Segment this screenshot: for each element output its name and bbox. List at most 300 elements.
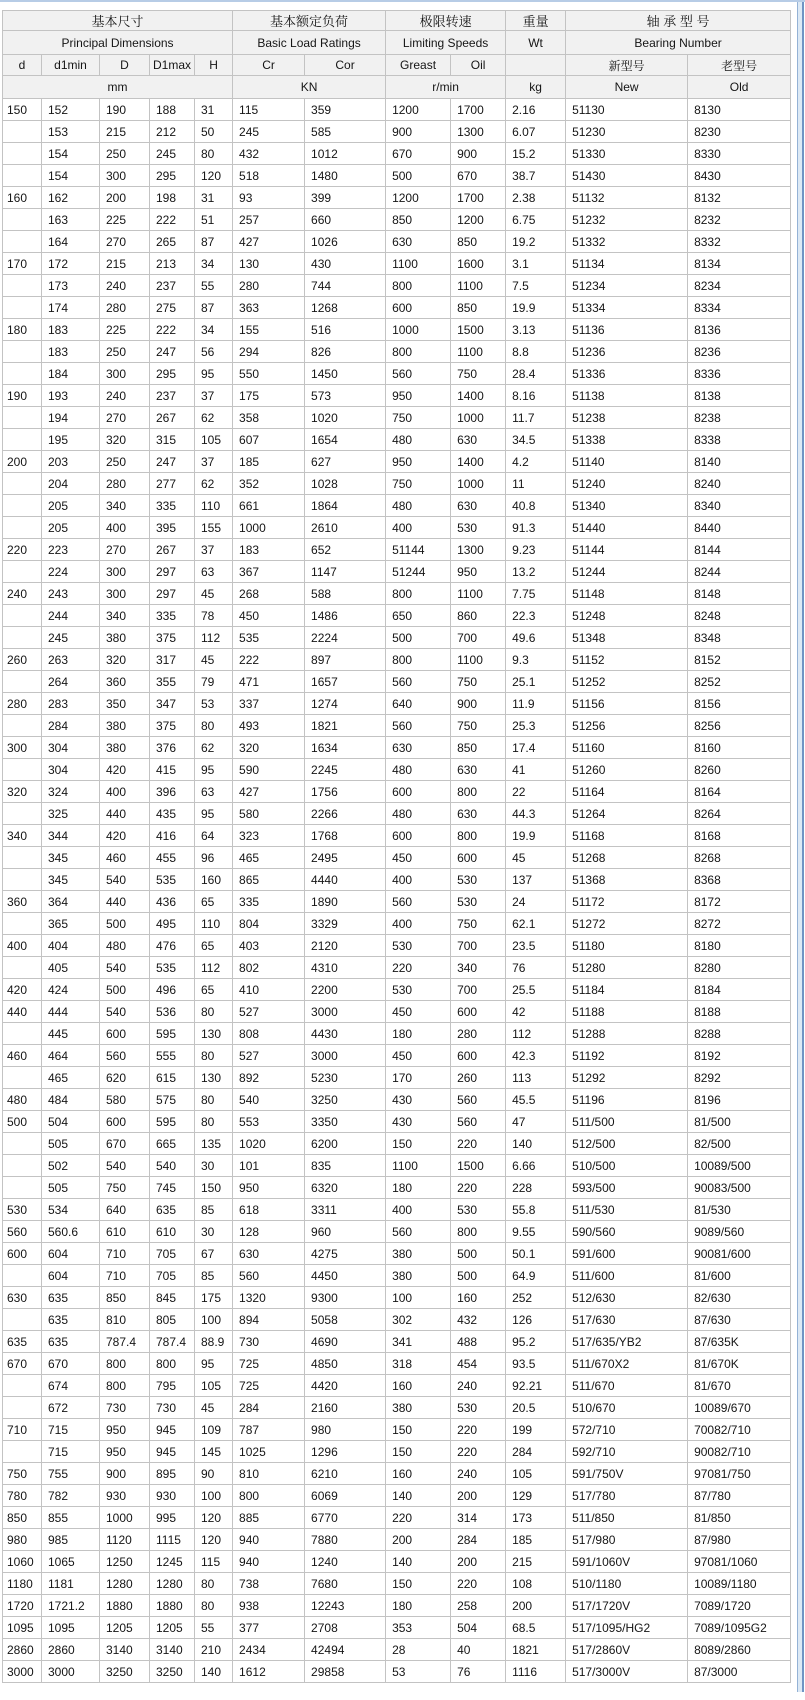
table-row — [3, 209, 791, 231]
cell-d1min: 465 — [42, 1067, 100, 1089]
cell-H: 120 — [195, 1529, 233, 1551]
cell-H: 45 — [195, 1397, 233, 1419]
cell-D1max: 355 — [150, 671, 195, 693]
header-speed-en: Limiting Speeds — [386, 31, 506, 55]
cell-Cor: 1821 — [305, 715, 386, 737]
cell-new-model: 51188 — [566, 1001, 688, 1023]
cell-D: 380 — [100, 627, 150, 649]
cell-D1max: 995 — [150, 1507, 195, 1529]
cell-d — [3, 913, 42, 935]
cell-Greast: 150 — [386, 1419, 451, 1441]
cell-old-model: 81/670 — [688, 1375, 791, 1397]
cell-Cor: 2120 — [305, 935, 386, 957]
cell-d: 480 — [3, 1089, 42, 1111]
cell-d: 180 — [3, 319, 42, 341]
cell-D: 640 — [100, 1199, 150, 1221]
cell-kg: 91.3 — [506, 517, 566, 539]
cell-new-model: 51180 — [566, 935, 688, 957]
cell-old-model: 70082/710 — [688, 1419, 791, 1441]
table-row — [3, 737, 791, 759]
cell-d — [3, 1023, 42, 1045]
cell-Cor: 744 — [305, 275, 386, 297]
cell-Cr: 1612 — [233, 1661, 305, 1683]
cell-d — [3, 121, 42, 143]
table-row — [3, 869, 791, 891]
cell-D: 540 — [100, 957, 150, 979]
cell-Oil: 240 — [451, 1375, 506, 1397]
cell-d — [3, 165, 42, 187]
cell-d: 190 — [3, 385, 42, 407]
cell-Greast: 500 — [386, 627, 451, 649]
cell-H: 63 — [195, 561, 233, 583]
cell-d1min: 263 — [42, 649, 100, 671]
cell-new-model: 51134 — [566, 253, 688, 275]
cell-Cor: 6210 — [305, 1463, 386, 1485]
cell-d1min: 502 — [42, 1155, 100, 1177]
col-header-d: d — [3, 55, 42, 76]
cell-H: 112 — [195, 957, 233, 979]
cell-Cor: 652 — [305, 539, 386, 561]
cell-d1min: 674 — [42, 1375, 100, 1397]
cell-D1max: 315 — [150, 429, 195, 451]
cell-H: 87 — [195, 231, 233, 253]
cell-kg: 19.9 — [506, 297, 566, 319]
cell-D1max: 297 — [150, 583, 195, 605]
cell-Cr: 580 — [233, 803, 305, 825]
cell-H: 100 — [195, 1309, 233, 1331]
cell-old-model: 8136 — [688, 319, 791, 341]
cell-old-model: 81/670K — [688, 1353, 791, 1375]
cell-Oil: 1200 — [451, 209, 506, 231]
cell-H: 56 — [195, 341, 233, 363]
cell-H: 62 — [195, 407, 233, 429]
cell-kg: 28.4 — [506, 363, 566, 385]
cell-D: 460 — [100, 847, 150, 869]
table-row — [3, 1023, 791, 1045]
cell-Greast: 341 — [386, 1331, 451, 1353]
cell-Oil: 800 — [451, 1221, 506, 1243]
table-header — [3, 11, 791, 99]
cell-Cr: 432 — [233, 143, 305, 165]
table-row — [3, 1573, 791, 1595]
cell-d: 600 — [3, 1243, 42, 1265]
cell-D: 710 — [100, 1265, 150, 1287]
col-header-H: H — [195, 55, 233, 76]
cell-new-model: 590/560 — [566, 1221, 688, 1243]
cell-kg: 92.21 — [506, 1375, 566, 1397]
cell-H: 62 — [195, 737, 233, 759]
cell-old-model: 82/500 — [688, 1133, 791, 1155]
cell-Cor: 573 — [305, 385, 386, 407]
cell-Oil: 1700 — [451, 187, 506, 209]
cell-Greast: 450 — [386, 1001, 451, 1023]
col-header-cor: Cor — [305, 55, 386, 76]
cell-new-model: 51244 — [566, 561, 688, 583]
cell-Oil: 1000 — [451, 407, 506, 429]
cell-H: 37 — [195, 539, 233, 561]
table-row — [3, 539, 791, 561]
cell-Cor: 4420 — [305, 1375, 386, 1397]
cell-d1min: 204 — [42, 473, 100, 495]
cell-new-model: 51238 — [566, 407, 688, 429]
cell-D1max: 297 — [150, 561, 195, 583]
cell-Greast: 560 — [386, 671, 451, 693]
cell-new-model: 51232 — [566, 209, 688, 231]
cell-Oil: 1500 — [451, 1155, 506, 1177]
cell-d1min: 405 — [42, 957, 100, 979]
cell-new-model: 51340 — [566, 495, 688, 517]
cell-Oil: 500 — [451, 1265, 506, 1287]
cell-H: 88.9 — [195, 1331, 233, 1353]
cell-d — [3, 495, 42, 517]
cell-D: 360 — [100, 671, 150, 693]
cell-d — [3, 517, 42, 539]
table-row — [3, 1419, 791, 1441]
cell-Oil: 900 — [451, 693, 506, 715]
cell-new-model: 517/1720V — [566, 1595, 688, 1617]
cell-new-model: 510/500 — [566, 1155, 688, 1177]
scrollbar-edge[interactable] — [797, 2, 804, 1692]
col-header-new: 新型号 — [566, 55, 688, 76]
cell-new-model: 517/780 — [566, 1485, 688, 1507]
cell-old-model: 8340 — [688, 495, 791, 517]
cell-Greast: 650 — [386, 605, 451, 627]
cell-old-model: 8192 — [688, 1045, 791, 1067]
cell-new-model: 517/635/YB2 — [566, 1331, 688, 1353]
cell-H: 34 — [195, 253, 233, 275]
cell-Cor: 960 — [305, 1221, 386, 1243]
cell-d — [3, 605, 42, 627]
cell-old-model: 8132 — [688, 187, 791, 209]
cell-D1max: 1280 — [150, 1573, 195, 1595]
cell-Cr: 553 — [233, 1111, 305, 1133]
cell-new-model: 517/2860V — [566, 1639, 688, 1661]
cell-H: 145 — [195, 1441, 233, 1463]
cell-Cor: 2495 — [305, 847, 386, 869]
col-header-D: D — [100, 55, 150, 76]
cell-Greast: 400 — [386, 869, 451, 891]
cell-new-model: 51248 — [566, 605, 688, 627]
cell-D: 270 — [100, 407, 150, 429]
cell-D1max: 237 — [150, 385, 195, 407]
table-row — [3, 1111, 791, 1133]
cell-D: 670 — [100, 1133, 150, 1155]
cell-d: 1095 — [3, 1617, 42, 1639]
cell-old-model: 8440 — [688, 517, 791, 539]
cell-kg: 49.6 — [506, 627, 566, 649]
cell-d — [3, 1177, 42, 1199]
cell-d1min: 1721.2 — [42, 1595, 100, 1617]
cell-d: 1060 — [3, 1551, 42, 1573]
cell-D1max: 555 — [150, 1045, 195, 1067]
cell-d1min: 193 — [42, 385, 100, 407]
cell-H: 109 — [195, 1419, 233, 1441]
cell-kg: 3.1 — [506, 253, 566, 275]
table-row — [3, 605, 791, 627]
cell-Greast: 170 — [386, 1067, 451, 1089]
cell-H: 85 — [195, 1265, 233, 1287]
header-wt-en: Wt — [506, 31, 566, 55]
cell-Greast: 1200 — [386, 187, 451, 209]
cell-Cr: 2434 — [233, 1639, 305, 1661]
cell-Oil: 1400 — [451, 451, 506, 473]
cell-d — [3, 143, 42, 165]
cell-H: 65 — [195, 979, 233, 1001]
cell-Cr: 320 — [233, 737, 305, 759]
cell-Oil: 432 — [451, 1309, 506, 1331]
cell-kg: 6.66 — [506, 1155, 566, 1177]
cell-Oil: 258 — [451, 1595, 506, 1617]
cell-H: 64 — [195, 825, 233, 847]
cell-kg: 47 — [506, 1111, 566, 1133]
cell-Cor: 5058 — [305, 1309, 386, 1331]
cell-Oil: 1600 — [451, 253, 506, 275]
cell-D: 620 — [100, 1067, 150, 1089]
cell-d1min: 163 — [42, 209, 100, 231]
cell-new-model: 51160 — [566, 737, 688, 759]
cell-kg: 38.7 — [506, 165, 566, 187]
cell-Oil: 76 — [451, 1661, 506, 1683]
cell-D1max: 945 — [150, 1441, 195, 1463]
cell-Cor: 1020 — [305, 407, 386, 429]
cell-D1max: 415 — [150, 759, 195, 781]
cell-d1min: 345 — [42, 847, 100, 869]
cell-d1min: 194 — [42, 407, 100, 429]
cell-d1min: 604 — [42, 1243, 100, 1265]
cell-H: 120 — [195, 165, 233, 187]
cell-D1max: 1880 — [150, 1595, 195, 1617]
cell-d1min: 325 — [42, 803, 100, 825]
cell-d1min: 154 — [42, 165, 100, 187]
cell-old-model: 7089/1095G2 — [688, 1617, 791, 1639]
cell-Cr: 527 — [233, 1001, 305, 1023]
cell-H: 150 — [195, 1177, 233, 1199]
cell-Cr: 115 — [233, 99, 305, 121]
cell-d — [3, 1441, 42, 1463]
cell-old-model: 97081/750 — [688, 1463, 791, 1485]
table-row — [3, 99, 791, 121]
cell-H: 85 — [195, 1199, 233, 1221]
cell-d — [3, 671, 42, 693]
cell-Oil: 630 — [451, 759, 506, 781]
unit-rmin: r/min — [386, 76, 506, 99]
cell-H: 105 — [195, 1375, 233, 1397]
table-row — [3, 1265, 791, 1287]
cell-H: 87 — [195, 297, 233, 319]
cell-new-model: 511/670X2 — [566, 1353, 688, 1375]
cell-Cor: 1012 — [305, 143, 386, 165]
cell-Cor: 1486 — [305, 605, 386, 627]
table-row — [3, 1045, 791, 1067]
cell-D: 810 — [100, 1309, 150, 1331]
cell-D1max: 945 — [150, 1419, 195, 1441]
header-row-en — [3, 31, 791, 55]
cell-Cor: 3311 — [305, 1199, 386, 1221]
cell-Cor: 1268 — [305, 297, 386, 319]
cell-Greast: 530 — [386, 935, 451, 957]
cell-kg: 25.5 — [506, 979, 566, 1001]
cell-new-model: 51368 — [566, 869, 688, 891]
cell-Oil: 750 — [451, 363, 506, 385]
cell-D1max: 295 — [150, 165, 195, 187]
cell-kg: 8.8 — [506, 341, 566, 363]
cell-Greast: 480 — [386, 803, 451, 825]
table-row — [3, 1309, 791, 1331]
cell-d1min: 670 — [42, 1353, 100, 1375]
cell-D: 710 — [100, 1243, 150, 1265]
cell-kg: 9.23 — [506, 539, 566, 561]
cell-Greast: 630 — [386, 231, 451, 253]
cell-Cr: 465 — [233, 847, 305, 869]
cell-Cor: 1147 — [305, 561, 386, 583]
cell-kg: 24 — [506, 891, 566, 913]
cell-Cr: 280 — [233, 275, 305, 297]
cell-D: 350 — [100, 693, 150, 715]
cell-D: 400 — [100, 781, 150, 803]
cell-d1min: 505 — [42, 1133, 100, 1155]
cell-new-model: 592/710 — [566, 1441, 688, 1463]
cell-d — [3, 473, 42, 495]
cell-Oil: 280 — [451, 1023, 506, 1045]
cell-Oil: 800 — [451, 781, 506, 803]
cell-d: 560 — [3, 1221, 42, 1243]
cell-d: 240 — [3, 583, 42, 605]
cell-new-model: 51230 — [566, 121, 688, 143]
cell-Cr: 802 — [233, 957, 305, 979]
cell-d1min: 304 — [42, 759, 100, 781]
cell-Oil: 630 — [451, 495, 506, 517]
cell-d: 200 — [3, 451, 42, 473]
cell-kg: 50.1 — [506, 1243, 566, 1265]
cell-old-model: 8330 — [688, 143, 791, 165]
cell-old-model: 8152 — [688, 649, 791, 671]
cell-old-model: 81/850 — [688, 1507, 791, 1529]
cell-Oil: 488 — [451, 1331, 506, 1353]
cell-kg: 6.07 — [506, 121, 566, 143]
cell-D1max: 265 — [150, 231, 195, 253]
cell-kg: 2.16 — [506, 99, 566, 121]
header-wt-zh: 重量 — [506, 11, 566, 31]
col-header-cr: Cr — [233, 55, 305, 76]
cell-d — [3, 1067, 42, 1089]
cell-Greast: 1200 — [386, 99, 451, 121]
cell-new-model: 51148 — [566, 583, 688, 605]
cell-Cor: 1768 — [305, 825, 386, 847]
cell-d: 980 — [3, 1529, 42, 1551]
cell-D: 250 — [100, 451, 150, 473]
cell-new-model: 51332 — [566, 231, 688, 253]
cell-old-model: 8144 — [688, 539, 791, 561]
cell-d1min: 560.6 — [42, 1221, 100, 1243]
cell-Oil: 260 — [451, 1067, 506, 1089]
cell-D1max: 198 — [150, 187, 195, 209]
cell-kg: 62.1 — [506, 913, 566, 935]
cell-Cr: 894 — [233, 1309, 305, 1331]
cell-new-model: 51172 — [566, 891, 688, 913]
cell-d: 750 — [3, 1463, 42, 1485]
cell-d1min: 604 — [42, 1265, 100, 1287]
header-dims-zh: 基本尺寸 — [3, 11, 233, 31]
cell-Cr: 804 — [233, 913, 305, 935]
cell-d1min: 203 — [42, 451, 100, 473]
cell-old-model: 9089/560 — [688, 1221, 791, 1243]
table-row — [3, 1133, 791, 1155]
cell-H: 80 — [195, 1573, 233, 1595]
cell-H: 65 — [195, 935, 233, 957]
table-row — [3, 1353, 791, 1375]
cell-new-model: 51156 — [566, 693, 688, 715]
cell-kg: 129 — [506, 1485, 566, 1507]
cell-d: 780 — [3, 1485, 42, 1507]
cell-D: 1000 — [100, 1507, 150, 1529]
cell-Cor: 980 — [305, 1419, 386, 1441]
cell-Cr: 358 — [233, 407, 305, 429]
table-row — [3, 363, 791, 385]
cell-D1max: 3140 — [150, 1639, 195, 1661]
cell-d1min: 424 — [42, 979, 100, 1001]
cell-Cr: 93 — [233, 187, 305, 209]
table-row — [3, 187, 791, 209]
cell-Cr: 323 — [233, 825, 305, 847]
cell-D1max: 665 — [150, 1133, 195, 1155]
cell-new-model: 51144 — [566, 539, 688, 561]
cell-d — [3, 869, 42, 891]
cell-D1max: 188 — [150, 99, 195, 121]
cell-new-model: 51236 — [566, 341, 688, 363]
cell-Greast: 180 — [386, 1177, 451, 1199]
cell-new-model: 51132 — [566, 187, 688, 209]
cell-d1min: 345 — [42, 869, 100, 891]
table-row — [3, 957, 791, 979]
cell-old-model: 8332 — [688, 231, 791, 253]
table-row — [3, 715, 791, 737]
cell-Greast: 140 — [386, 1551, 451, 1573]
cell-D: 540 — [100, 869, 150, 891]
cell-d — [3, 627, 42, 649]
unit-old: Old — [688, 76, 791, 99]
cell-d — [3, 1155, 42, 1177]
cell-d — [3, 1265, 42, 1287]
cell-new-model: 591/750V — [566, 1463, 688, 1485]
cell-d — [3, 275, 42, 297]
cell-d1min: 154 — [42, 143, 100, 165]
cell-D1max: 595 — [150, 1111, 195, 1133]
cell-H: 31 — [195, 187, 233, 209]
table-row — [3, 913, 791, 935]
header-row-units — [3, 76, 791, 99]
cell-d1min: 245 — [42, 627, 100, 649]
cell-Greast: 140 — [386, 1485, 451, 1507]
cell-Oil: 1400 — [451, 385, 506, 407]
cell-Cr: 885 — [233, 1507, 305, 1529]
cell-D1max: 245 — [150, 143, 195, 165]
cell-Cor: 585 — [305, 121, 386, 143]
cell-D1max: 895 — [150, 1463, 195, 1485]
table-row — [3, 649, 791, 671]
cell-d1min: 534 — [42, 1199, 100, 1221]
cell-new-model: 51330 — [566, 143, 688, 165]
cell-d1min: 183 — [42, 319, 100, 341]
cell-Cor: 4430 — [305, 1023, 386, 1045]
cell-D: 240 — [100, 275, 150, 297]
cell-d1min: 162 — [42, 187, 100, 209]
table-row — [3, 429, 791, 451]
cell-Cor: 588 — [305, 583, 386, 605]
cell-D: 250 — [100, 143, 150, 165]
cell-D1max: 930 — [150, 1485, 195, 1507]
cell-kg: 11.9 — [506, 693, 566, 715]
cell-Cr: 725 — [233, 1375, 305, 1397]
